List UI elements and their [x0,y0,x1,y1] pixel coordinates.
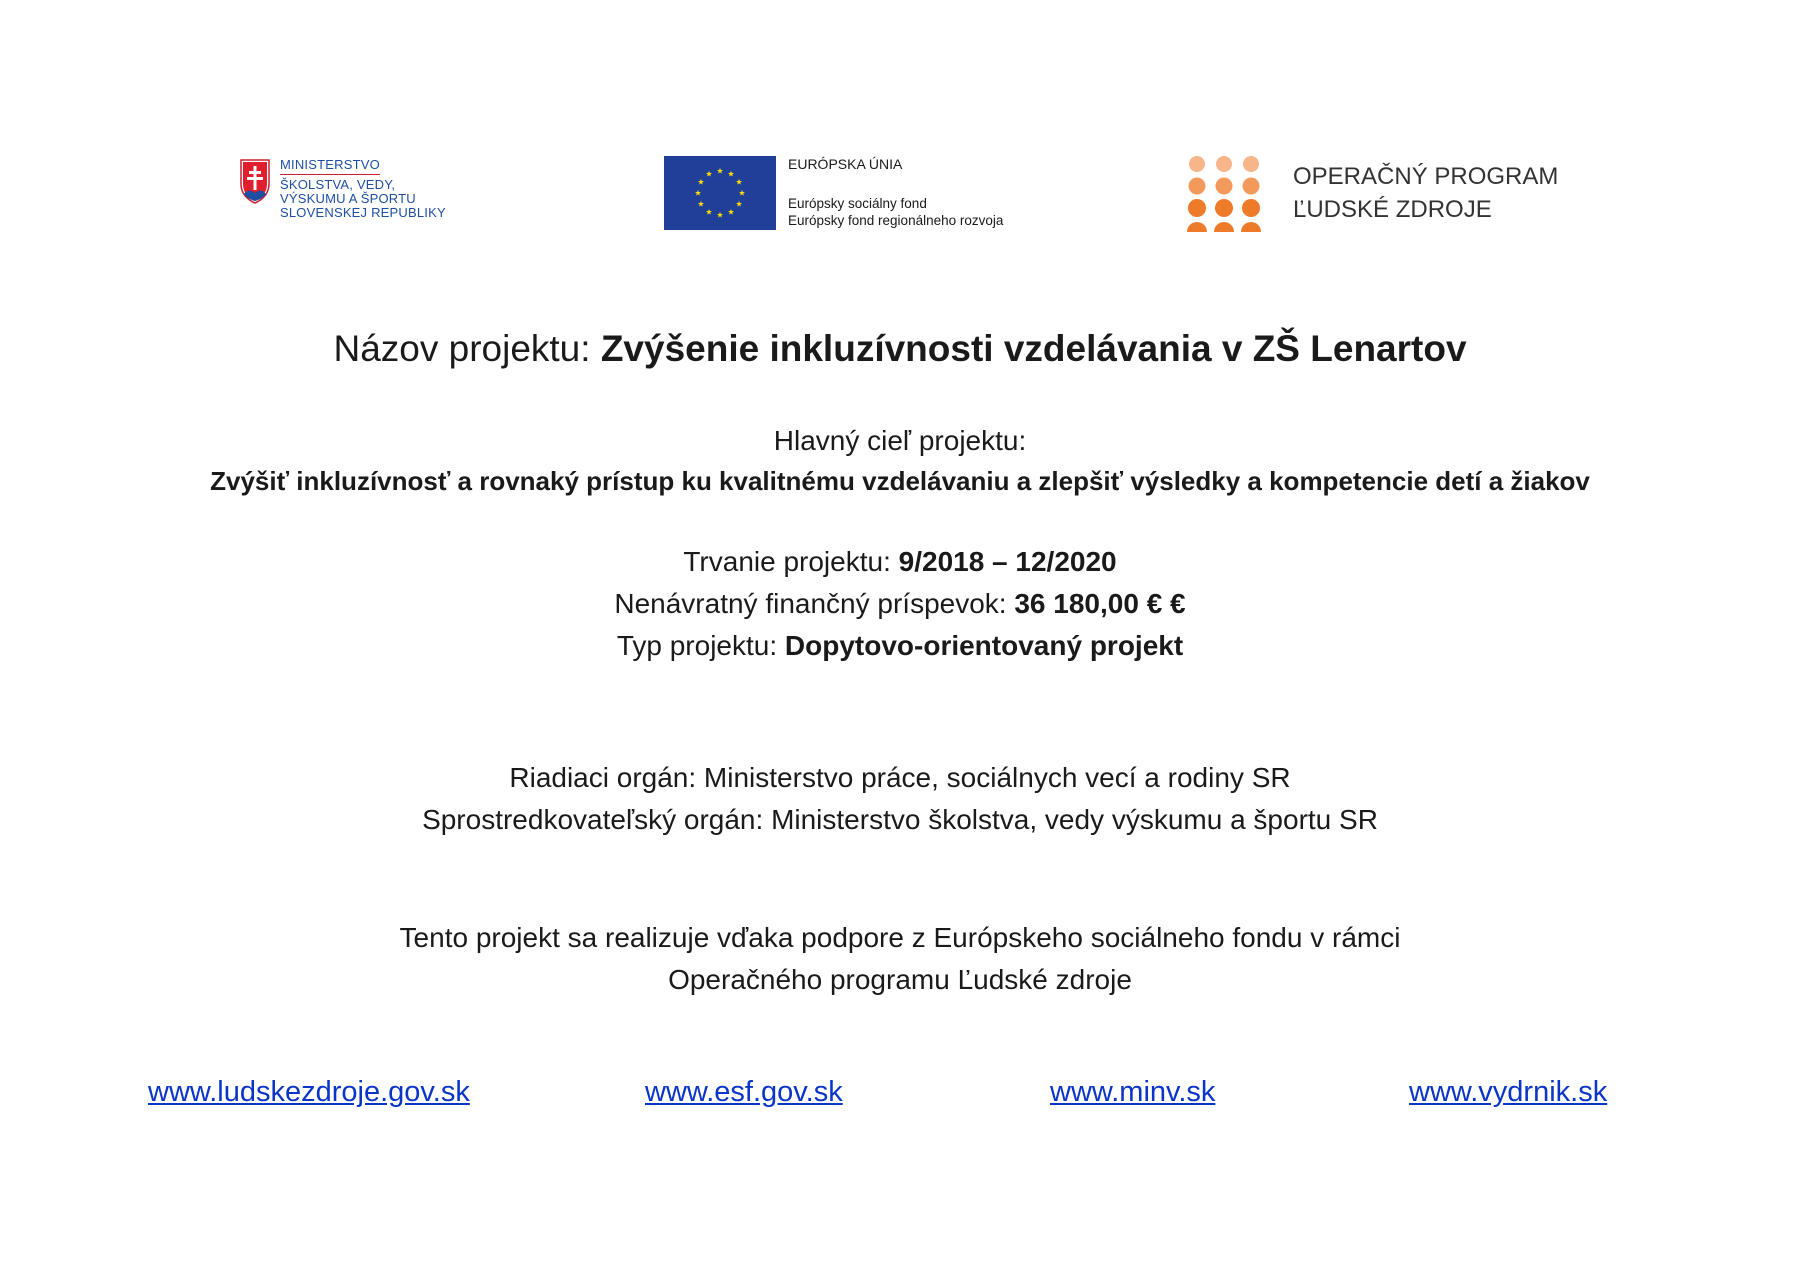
project-name-value: Zvýšenie inkluzívnosti vzdelávania v ZŠ Lenartov [600,328,1467,369]
links-row [0,1072,1800,1116]
authorities [0,757,1800,841]
project-info [0,325,1800,1001]
acknowledgement [0,917,1800,1001]
eu-logo-title: EURÓPSKA ÚNIA [788,156,903,172]
intermediate-authority: Sprostredkovateľský orgán: Ministerstvo školstva, vedy výskumu a športu SR [422,804,1378,835]
logo-bar [0,150,1800,240]
project-contribution [0,583,1800,625]
duration-value: 9/2018 – 12/2020 [898,546,1117,577]
ministry-logo-line: VÝSKUMU A ŠPORTU [280,191,416,206]
link-ludskezdroje[interactable]: www.ludskezdroje.gov.sk [148,1076,470,1108]
link-esf[interactable]: www.esf.gov.sk [645,1076,843,1108]
project-duration [0,541,1800,583]
project-name [0,325,1800,373]
eu-logo-line: Európsky sociálny fond [788,196,927,211]
project-name-label: Názov projektu: [333,328,591,369]
project-goal-text: Zvýšiť inkluzívnosť a rovnaký prístup ku kvalitnému vzdelávaniu a zlepšiť výsledky a kompetencie detí a žiakov [210,466,1590,496]
op-logo-line: ĽUDSKÉ ZDROJE [1293,196,1492,223]
eu-logo-line: Európsky fond regionálneho rozvoja [788,213,1004,228]
ministry-logo [240,158,446,220]
op-logo-line: OPERAČNÝ PROGRAM [1293,163,1559,190]
ministry-logo-line: MINISTERSTVO [280,158,380,175]
link-vydrnik[interactable]: www.vydrnik.sk [1409,1076,1608,1108]
duration-label: Trvanie projektu: [683,546,891,577]
acknowledgement-line: Operačného programu Ľudské zdroje [668,964,1132,995]
type-label: Typ projektu: [616,630,778,661]
eu-flag-icon [664,156,776,230]
eu-logo [664,156,1003,230]
link-minv[interactable]: www.minv.sk [1050,1076,1216,1108]
orange-dots-icon [1185,154,1263,232]
contribution-value: 36 180,00 € € [1014,588,1186,619]
project-type [0,625,1800,667]
ministry-logo-line: SLOVENSKEJ REPUBLIKY [280,205,446,220]
op-logo [1185,154,1558,232]
acknowledgement-line: Tento projekt sa realizuje vďaka podpore z Európskeho sociálneho fondu v rámci [399,922,1401,953]
ministry-logo-line: ŠKOLSTVA, VEDY, [280,177,396,192]
type-value: Dopytovo-orientovaný projekt [784,630,1184,661]
contribution-label: Nenávratný finančný príspevok: [614,588,1007,619]
project-details [0,541,1800,667]
slovak-coat-of-arms-icon [240,158,270,204]
project-goal-label: Hlavný cieľ projektu: [773,425,1027,456]
managing-authority: Riadiaci orgán: Ministerstvo práce, sociálnych vecí a rodiny SR [509,762,1291,793]
